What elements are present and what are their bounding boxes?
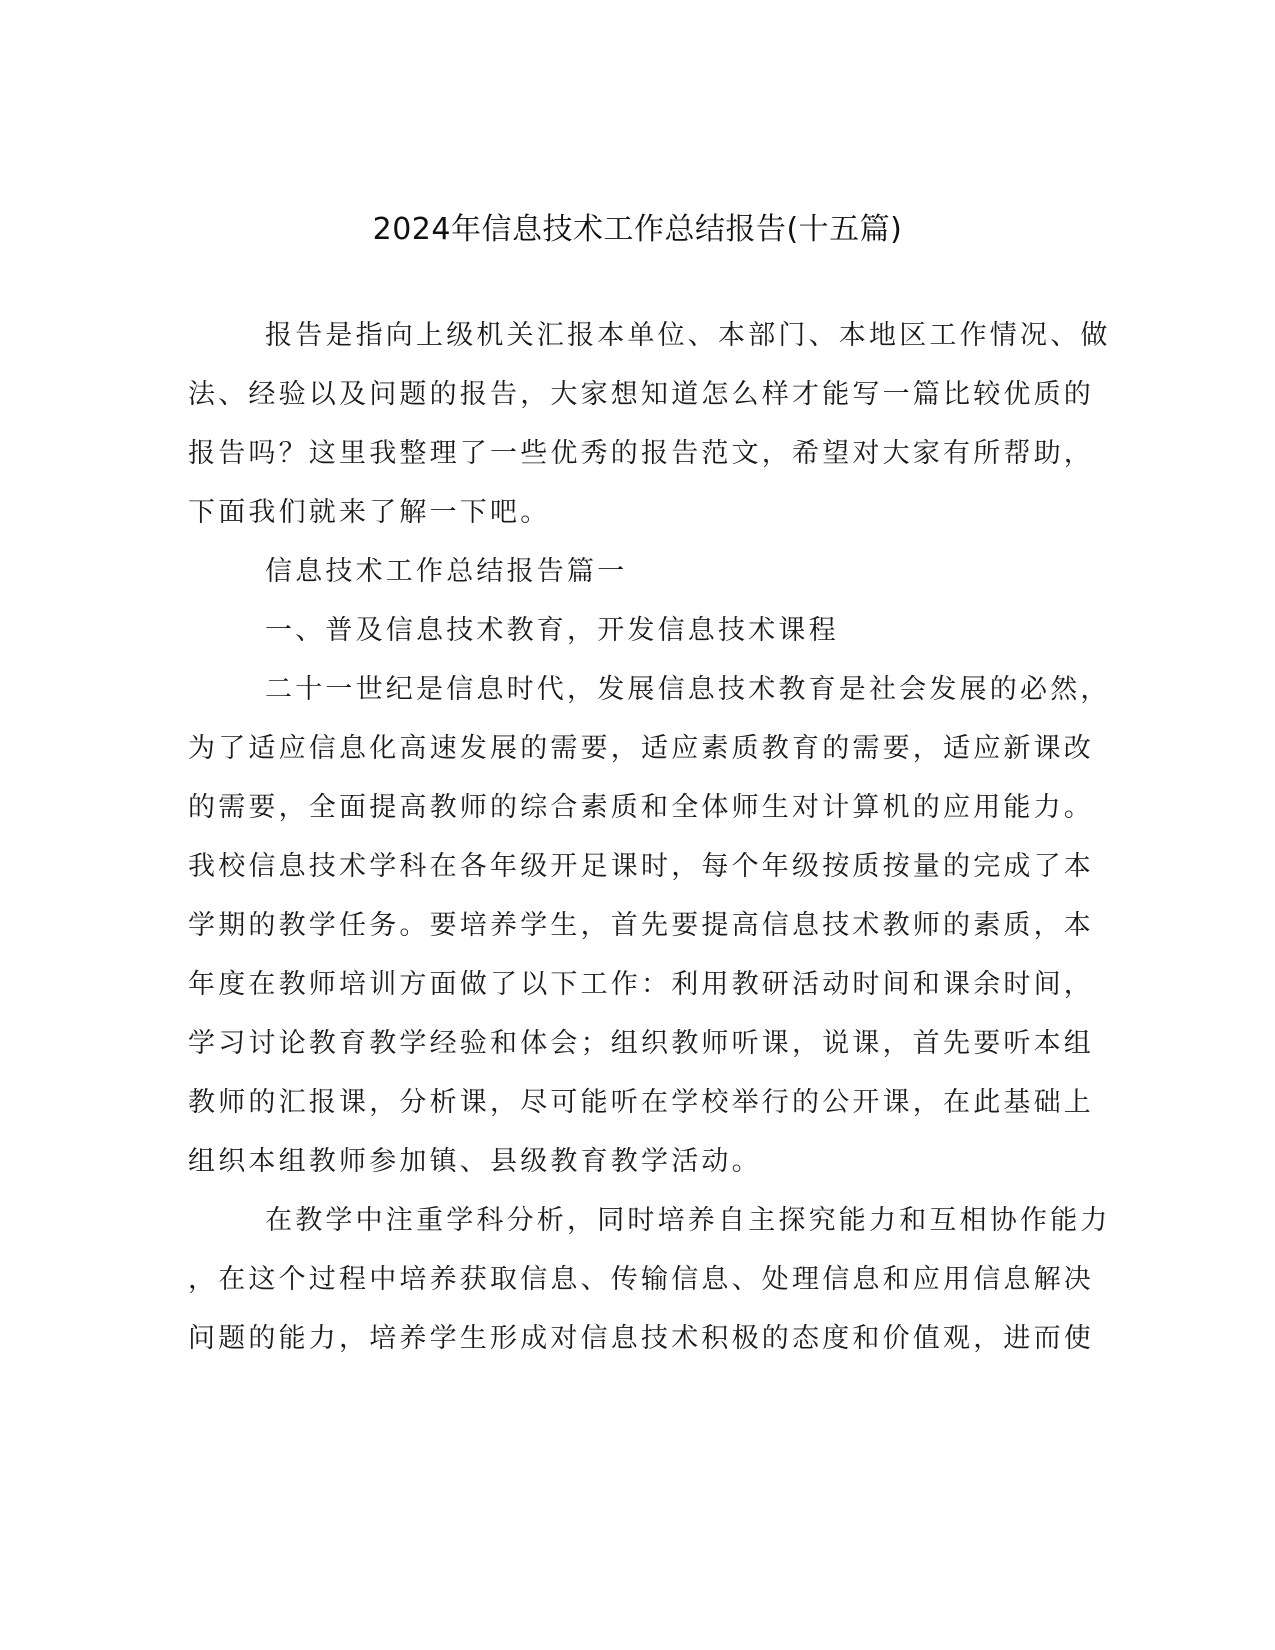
paragraph-line: 学期的教学任务。要培养学生，首先要提高信息技术教师的素质，本 xyxy=(188,910,1094,941)
subsection-heading: 一、普及信息技术教育，开发信息技术课程 xyxy=(265,615,839,646)
paragraph-line: 报告是指向上级机关汇报本单位、本部门、本地区工作情况、做 xyxy=(265,320,1111,351)
document-title: 2024年信息技术工作总结报告(十五篇) xyxy=(372,212,903,247)
paragraph-line: 教师的汇报课，分析课，尽可能听在学校举行的公开课，在此基础上 xyxy=(188,1087,1094,1118)
paragraph-line: 二十一世纪是信息时代，发展信息技术教育是社会发展的必然， xyxy=(265,674,1111,705)
section-heading: 信息技术工作总结报告篇一 xyxy=(265,556,628,587)
paragraph-line: 在教学中注重学科分析，同时培养自主探究能力和互相协作能力 xyxy=(265,1205,1111,1236)
paragraph-line: 为了适应信息化高速发展的需要，适应素质教育的需要，适应新课改 xyxy=(188,733,1094,764)
paragraph-line: 学习讨论教育教学经验和体会；组织教师听课，说课，首先要听本组 xyxy=(188,1028,1094,1059)
paragraph-line: 报告吗？这里我整理了一些优秀的报告范文，希望对大家有所帮助， xyxy=(188,438,1094,469)
paragraph-line: 组织本组教师参加镇、县级教育教学活动。 xyxy=(188,1146,762,1177)
paragraph-line: 我校信息技术学科在各年级开足课时，每个年级按质按量的完成了本 xyxy=(188,851,1094,882)
paragraph-line: 问题的能力，培养学生形成对信息技术积极的态度和价值观，进而使 xyxy=(188,1323,1094,1354)
paragraph-line: 法、经验以及问题的报告，大家想知道怎么样才能写一篇比较优质的 xyxy=(188,379,1094,410)
paragraph-line: 年度在教师培训方面做了以下工作：利用教研活动时间和课余时间， xyxy=(188,969,1094,1000)
paragraph-line: ，在这个过程中培养获取信息、传输信息、处理信息和应用信息解决 xyxy=(188,1264,1094,1295)
paragraph-line: 的需要，全面提高教师的综合素质和全体师生对计算机的应用能力。 xyxy=(188,792,1094,823)
paragraph-line: 下面我们就来了解一下吧。 xyxy=(188,497,551,528)
